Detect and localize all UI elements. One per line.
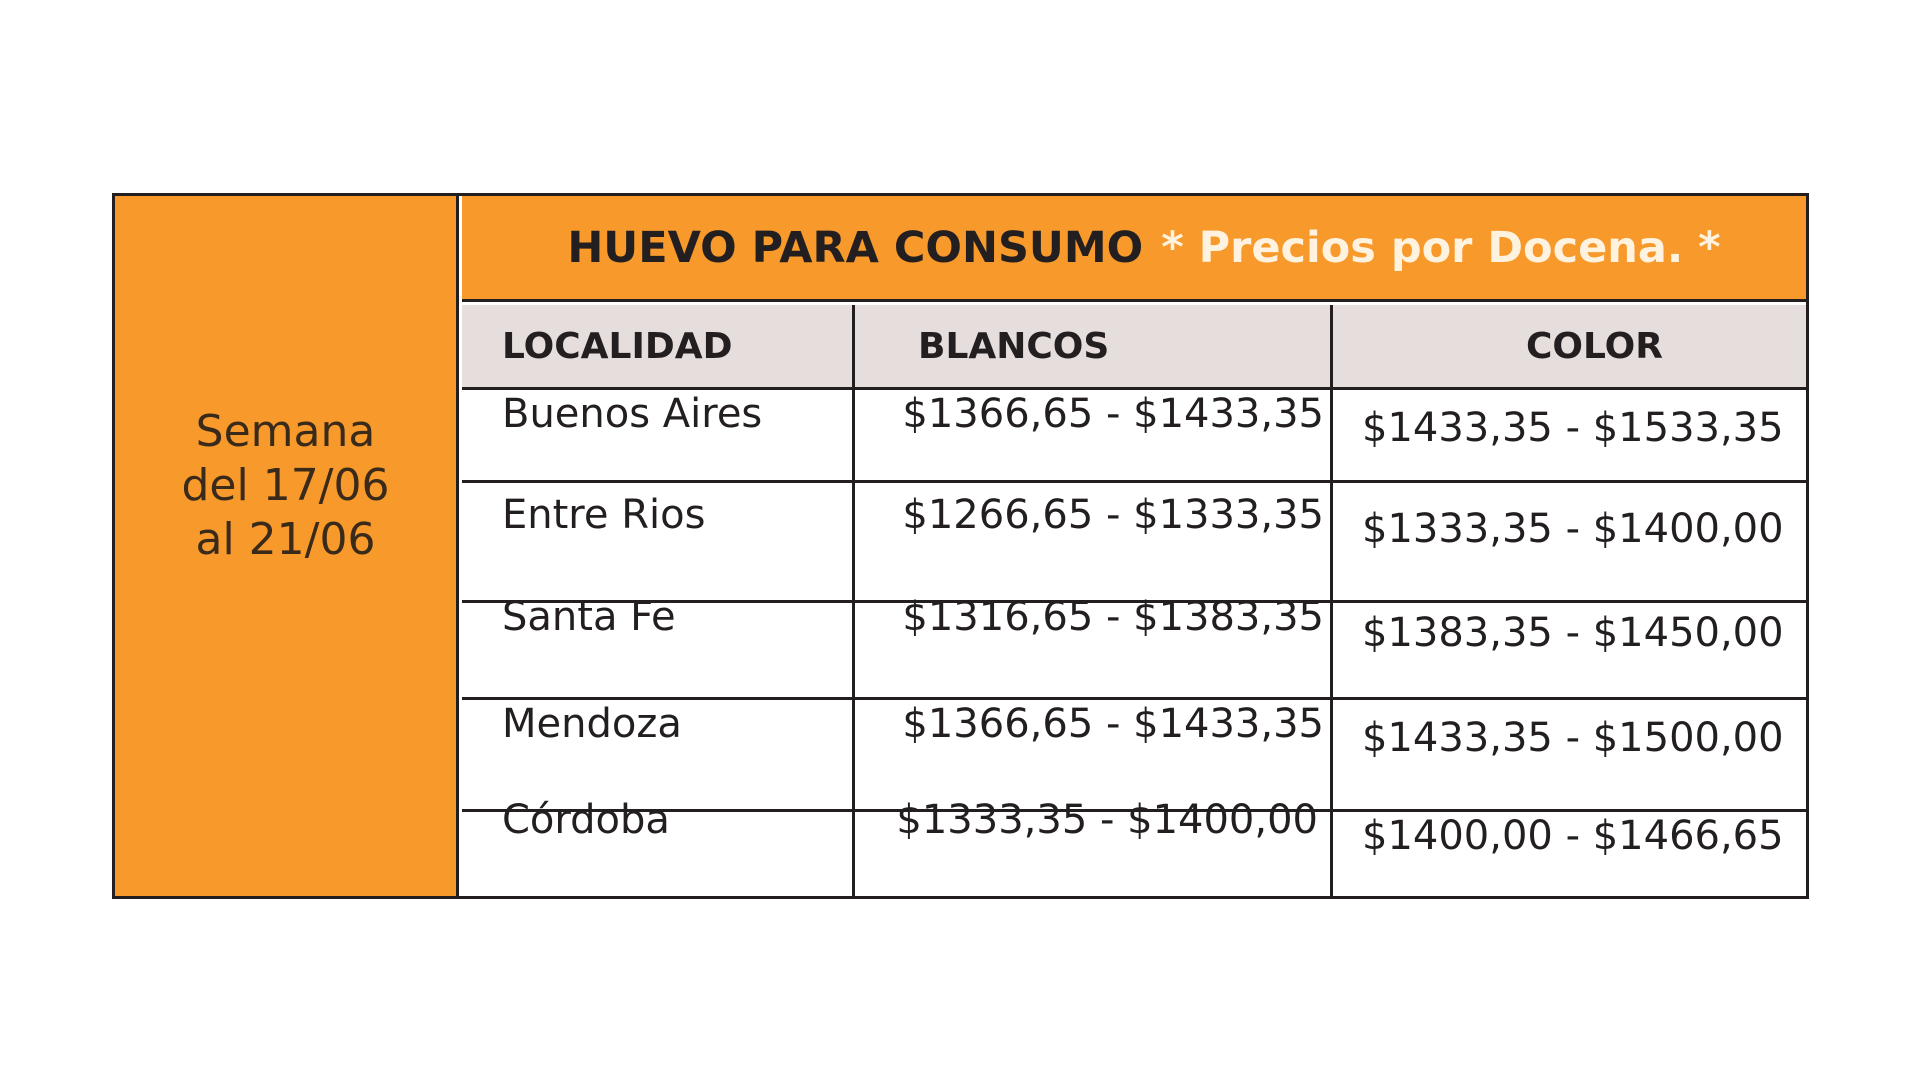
week-end-date: al 21/06 [195,514,376,565]
cell-localidad: Santa Fe [502,594,676,640]
cell-localidad: Mendoza [502,701,682,747]
cell-localidad: Buenos Aires [502,391,763,437]
cell-blancos: $1366,65 - $1433,35 [902,391,1324,437]
week-label: Semana [195,406,376,457]
table-row [462,390,1806,480]
cell-color: $1433,35 - $1500,00 [1362,715,1784,761]
cell-blancos: $1333,35 - $1400,00 [896,797,1318,843]
price-table [462,305,1806,896]
cell-blancos: $1266,65 - $1333,35 [902,492,1324,538]
cell-color: $1433,35 - $1533,35 [1362,405,1784,451]
cell-color: $1333,35 - $1400,00 [1362,506,1784,552]
table-row [462,797,1806,896]
week-panel [115,196,459,896]
cell-blancos: $1366,65 - $1433,35 [902,701,1324,747]
column-header-color: COLOR [1526,325,1664,367]
table-title: HUEVO PARA CONSUMO [567,222,1144,273]
price-table-frame [112,193,1809,899]
week-start-date: del 17/06 [181,460,390,511]
table-header-row [462,305,1806,390]
cell-localidad: Entre Rios [502,492,706,538]
cell-color: $1383,35 - $1450,00 [1362,610,1784,656]
column-header-blancos: BLANCOS [918,325,1110,367]
cell-localidad: Córdoba [502,797,670,843]
column-header-localidad: LOCALIDAD [502,325,733,367]
table-title-bar [462,196,1806,302]
cell-blancos: $1316,65 - $1383,35 [902,594,1324,640]
table-row [462,700,1806,809]
cell-color: $1400,00 - $1466,65 [1362,813,1784,859]
table-row [462,483,1806,600]
price-unit-note: * Precios por Docena. * [1161,222,1721,273]
table-row [462,594,1806,697]
